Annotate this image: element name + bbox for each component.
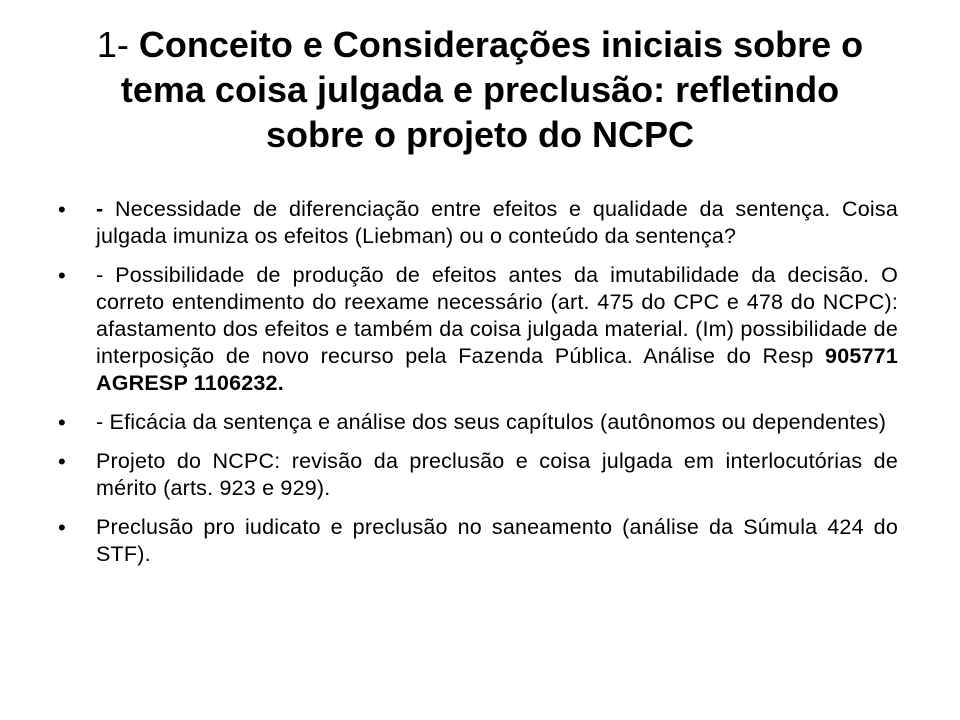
bullet-text: - Eficácia da sentença e análise dos seus capítulos (autônomos ou dependentes): [96, 410, 887, 434]
title-line-3: sobre o projeto do NCPC: [265, 114, 694, 155]
bullet-item: [58, 448, 898, 502]
bullet-marker: •: [58, 515, 66, 540]
bullet-bold-reference: 905771 AGRESP 1106232.: [96, 344, 898, 395]
bullet-marker: •: [58, 410, 66, 435]
bullet-item: [58, 514, 898, 568]
bullet-marker: •: [58, 449, 66, 474]
bullet-item: [58, 409, 898, 436]
bullet-marker: •: [58, 197, 66, 222]
title-number: 1-: [96, 24, 139, 65]
bullet-text: - Possibilidade de produção de efeitos antes da imutabilidade da decisão. O correto entendimento do reexame necessário (art. 475 do CPC e 478 do NCPC): afastamento dos efeitos e também da coisa julgada material. (Im) possibilidade de interposição de novo recurso pela Fazenda Pública. Análise do Resp: [96, 263, 898, 368]
bullet-dash: -: [96, 197, 104, 221]
title-line-2: tema coisa julgada e preclusão: refletindo: [120, 69, 840, 110]
bullet-item: [58, 262, 898, 397]
bullet-item: [58, 196, 898, 250]
bullet-marker: •: [58, 263, 66, 288]
bullet-list: [58, 196, 898, 580]
bullet-text: Projeto do NCPC: revisão da preclusão e coisa julgada em interlocutórias de mérito (arts. 923 e 929).: [96, 449, 898, 500]
bullet-text: Preclusão pro iudicato e preclusão no saneamento (análise da Súmula 424 do STF).: [96, 515, 898, 566]
title-line-1: Conceito e Considerações iniciais sobre o: [138, 24, 864, 65]
bullet-text: Necessidade de diferenciação entre efeitos e qualidade da sentença. Coisa julgada imuniza os efeitos (Liebman) ou o conteúdo da sentença?: [96, 197, 898, 248]
slide-title: [60, 22, 900, 157]
